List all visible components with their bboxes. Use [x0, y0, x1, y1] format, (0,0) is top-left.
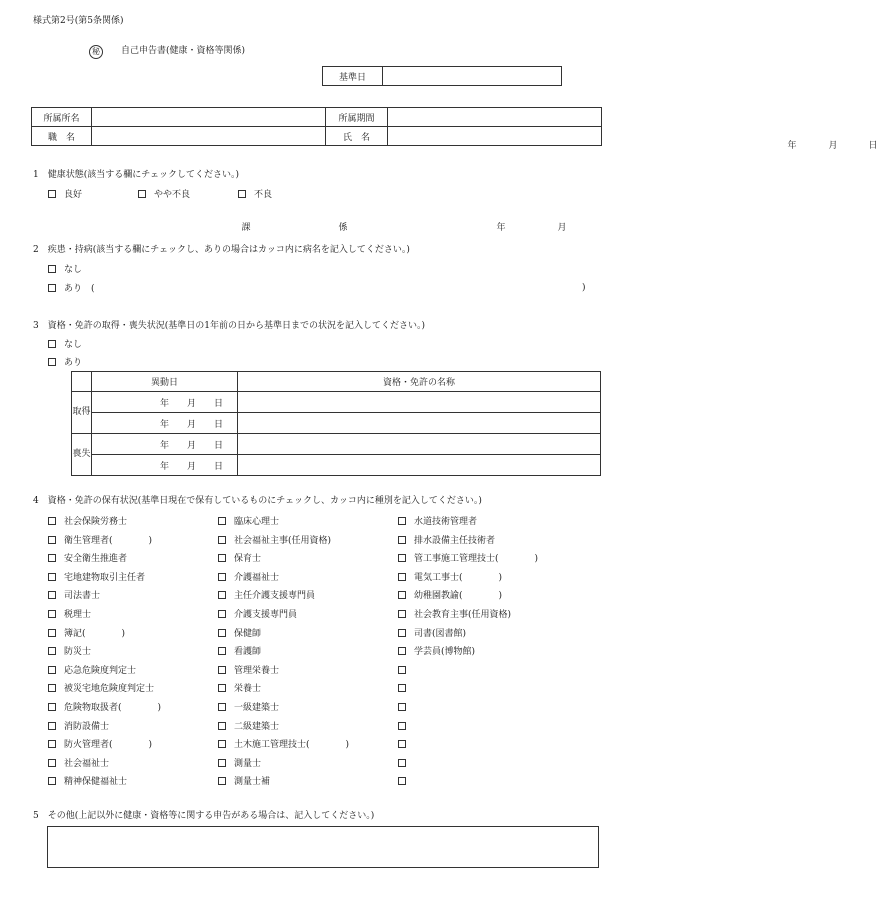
- license-checkbox-item[interactable]: 幼稚園教諭( ): [398, 591, 502, 601]
- secret-stamp-icon: 秘: [89, 45, 103, 59]
- checkbox-icon: [218, 536, 226, 544]
- checkbox-icon: [398, 573, 406, 581]
- acquired-label: 取得: [72, 392, 92, 434]
- acquired-name-2[interactable]: [238, 413, 601, 434]
- license-checkbox-item[interactable]: 電気工事士( ): [398, 573, 502, 583]
- checkbox-icon: [218, 759, 226, 767]
- job-title-label: 職 名: [32, 127, 92, 146]
- checkbox-icon: [48, 573, 56, 581]
- license-checkbox-item[interactable]: 応急危険度判定士: [48, 666, 136, 676]
- checkbox-icon: [48, 517, 56, 525]
- license-checkbox-item[interactable]: 管理栄養士: [218, 666, 279, 676]
- license-checkbox-item[interactable]: [398, 740, 414, 750]
- license-checkbox-item[interactable]: 社会福祉士: [48, 759, 109, 769]
- license-checkbox-item[interactable]: 税理士: [48, 610, 91, 620]
- health-poor-checkbox[interactable]: 不良: [238, 190, 272, 200]
- license-checkbox-item[interactable]: 介護福祉士: [218, 573, 279, 583]
- checkbox-icon: [398, 554, 406, 562]
- base-date-label: 基準日: [323, 67, 383, 86]
- license-checkbox-item[interactable]: 管工事施工管理技士( ): [398, 554, 538, 564]
- period-label: 所属期間: [326, 108, 388, 127]
- checkbox-icon: [48, 629, 56, 637]
- checkbox-icon: [48, 284, 56, 292]
- license-change-yes-checkbox[interactable]: あり: [48, 358, 82, 368]
- checkbox-icon: [48, 265, 56, 273]
- license-checkbox-item[interactable]: 司書(図書館): [398, 629, 466, 639]
- license-checkbox-item[interactable]: 危険物取扱者( ): [48, 703, 161, 713]
- col-license-name-header: 資格・免許の名称: [238, 372, 601, 392]
- acquired-name-1[interactable]: [238, 392, 601, 413]
- job-title-field[interactable]: [92, 127, 326, 146]
- license-checkbox-item[interactable]: [398, 684, 414, 694]
- license-checkbox-item[interactable]: [398, 759, 414, 769]
- period-field[interactable]: 年 月: [388, 108, 602, 127]
- checkbox-icon: [48, 684, 56, 692]
- checkbox-icon: [398, 722, 406, 730]
- sec2-title: 2 疾患・持病(該当する欄にチェックし、ありの場合はカッコ内に病名を記入してください。): [33, 245, 410, 255]
- checkbox-icon: [398, 777, 406, 785]
- sec5-title: 5 その他(上記以外に健康・資格等に関する申告がある場合は、記入してください。): [33, 811, 375, 821]
- checkbox-icon: [218, 591, 226, 599]
- sec4-title: 4 資格・免許の保有状況(基準日現在で保有しているものにチェックし、カッコ内に種別を記入してください。): [33, 496, 482, 506]
- license-checkbox-item[interactable]: 防災士: [48, 647, 91, 657]
- checkbox-icon: [398, 684, 406, 692]
- license-change-none-checkbox[interactable]: なし: [48, 340, 82, 350]
- lost-date-2[interactable]: 年 月 日: [92, 455, 238, 476]
- checkbox-icon: [48, 610, 56, 618]
- license-checkbox-item[interactable]: 介護支援専門員: [218, 610, 297, 620]
- checkbox-icon: [218, 517, 226, 525]
- license-checkbox-item[interactable]: 防火管理者( ): [48, 740, 152, 750]
- license-change-table: [71, 371, 601, 476]
- checkbox-icon: [48, 554, 56, 562]
- checkbox-icon: [218, 666, 226, 674]
- license-checkbox-item[interactable]: 消防設備士: [48, 722, 109, 732]
- license-checkbox-item[interactable]: 学芸員(博物館): [398, 647, 475, 657]
- license-checkbox-item[interactable]: 安全衛生推進者: [48, 554, 127, 564]
- license-checkbox-item[interactable]: 栄養士: [218, 684, 261, 694]
- checkbox-icon: [48, 759, 56, 767]
- checkbox-icon: [218, 647, 226, 655]
- acquired-date-1[interactable]: 年 月 日: [92, 392, 238, 413]
- disease-none-checkbox[interactable]: なし: [48, 265, 82, 275]
- license-checkbox-item[interactable]: 水道技術管理者: [398, 517, 477, 527]
- license-checkbox-item[interactable]: 保健師: [218, 629, 261, 639]
- disease-yes-checkbox[interactable]: あり (: [48, 284, 95, 294]
- license-checkbox-item[interactable]: [398, 703, 414, 713]
- license-checkbox-item[interactable]: 臨床心理士: [218, 517, 279, 527]
- lost-date-1[interactable]: 年 月 日: [92, 434, 238, 455]
- license-checkbox-item[interactable]: 一級建築士: [218, 703, 279, 713]
- sec3-title: 3 資格・免許の取得・喪失状況(基準日の1年前の日から基準日までの状況を記入してください。): [33, 321, 425, 331]
- license-checkbox-item[interactable]: 社会教育主事(任用資格): [398, 610, 511, 620]
- checkbox-icon: [218, 629, 226, 637]
- checkbox-icon: [398, 536, 406, 544]
- checkbox-icon: [218, 777, 226, 785]
- license-checkbox-item[interactable]: 測量士: [218, 759, 261, 769]
- name-field[interactable]: [388, 127, 602, 146]
- checkbox-icon: [218, 740, 226, 748]
- disease-close-paren: ): [582, 283, 586, 293]
- license-checkbox-item[interactable]: 社会福祉主事(任用資格): [218, 536, 331, 546]
- checkbox-icon: [398, 591, 406, 599]
- checkbox-icon: [398, 740, 406, 748]
- lost-name-1[interactable]: [238, 434, 601, 455]
- license-checkbox-item[interactable]: 二級建築士: [218, 722, 279, 732]
- checkbox-icon: [48, 666, 56, 674]
- license-checkbox-item[interactable]: [398, 666, 414, 676]
- license-checkbox-item[interactable]: 排水設備主任技術者: [398, 536, 495, 546]
- checkbox-icon: [48, 777, 56, 785]
- license-checkbox-item[interactable]: 看護師: [218, 647, 261, 657]
- checkbox-icon: [48, 740, 56, 748]
- license-checkbox-item[interactable]: 司法書士: [48, 591, 100, 601]
- checkbox-icon: [398, 703, 406, 711]
- license-checkbox-item[interactable]: 土木施工管理技士( ): [218, 740, 349, 750]
- health-fair-checkbox[interactable]: やや不良: [138, 190, 190, 200]
- lost-label: 喪失: [72, 434, 92, 476]
- license-checkbox-item[interactable]: 宅地建物取引主任者: [48, 573, 145, 583]
- checkbox-icon: [48, 722, 56, 730]
- checkbox-icon: [398, 759, 406, 767]
- form-number: 様式第2号(第5条関係): [33, 16, 124, 26]
- license-checkbox-item[interactable]: 測量士補: [218, 777, 270, 787]
- col-date-header: 異動日: [92, 372, 238, 392]
- checkbox-icon: [218, 722, 226, 730]
- lost-name-2[interactable]: [238, 455, 601, 476]
- license-checkbox-item[interactable]: 精神保健福祉士: [48, 777, 127, 787]
- license-checkbox-item[interactable]: [398, 722, 414, 732]
- license-checkbox-item[interactable]: 主任介護支援専門員: [218, 591, 315, 601]
- checkbox-icon: [48, 536, 56, 544]
- affiliation-field[interactable]: 課 係: [92, 108, 326, 127]
- checkbox-icon: [398, 647, 406, 655]
- health-good-checkbox[interactable]: 良好: [48, 190, 82, 200]
- checkbox-icon: [48, 703, 56, 711]
- checkbox-icon: [138, 190, 146, 198]
- checkbox-icon: [48, 358, 56, 366]
- checkbox-icon: [398, 517, 406, 525]
- checkbox-icon: [218, 610, 226, 618]
- license-checkbox-item[interactable]: [398, 777, 414, 787]
- checkbox-icon: [48, 591, 56, 599]
- checkbox-icon: [48, 340, 56, 348]
- base-date-field[interactable]: 年 月 日: [383, 67, 562, 86]
- form-title: 自己申告書(健康・資格等関係): [121, 46, 246, 56]
- checkbox-icon: [398, 610, 406, 618]
- checkbox-icon: [398, 666, 406, 674]
- license-checkbox-item[interactable]: 被災宅地危険度判定士: [48, 684, 154, 694]
- checkbox-icon: [48, 190, 56, 198]
- license-checkbox-item[interactable]: 保育士: [218, 554, 261, 564]
- other-remarks-field[interactable]: [47, 826, 599, 868]
- acquired-date-2[interactable]: 年 月 日: [92, 413, 238, 434]
- license-checkbox-item[interactable]: 簿記( ): [48, 629, 125, 639]
- checkbox-icon: [48, 647, 56, 655]
- license-checkbox-item[interactable]: 衛生管理者( ): [48, 536, 152, 546]
- checkbox-icon: [218, 684, 226, 692]
- license-checkbox-item[interactable]: 社会保険労務士: [48, 517, 127, 527]
- checkbox-icon: [218, 573, 226, 581]
- affiliation-label: 所属所名: [32, 108, 92, 127]
- sec1-title: 1 健康状態(該当する欄にチェックしてください。): [33, 170, 239, 180]
- checkbox-icon: [218, 554, 226, 562]
- checkbox-icon: [398, 629, 406, 637]
- checkbox-icon: [238, 190, 246, 198]
- name-label: 氏 名: [326, 127, 388, 146]
- checkbox-icon: [218, 703, 226, 711]
